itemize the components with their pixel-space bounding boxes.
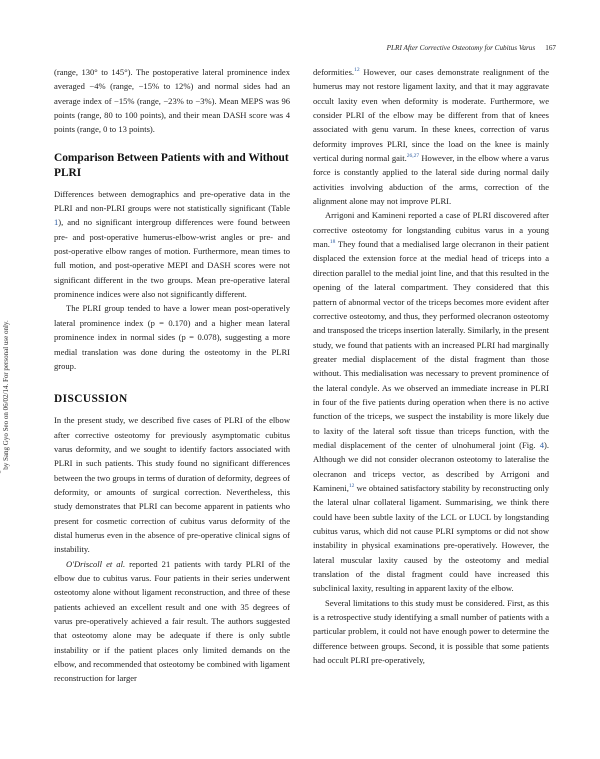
- page-number: 167: [545, 44, 556, 52]
- left-column: [54, 65, 290, 686]
- plri-group-paragraph: The PLRI group tended to have a lower mean post-operatively lateral prominence index (p = 0.170) and a higher mean lateral prominence index in normal sides (p = 0.078), suggesting a more medial translation was done during the osteotomy in the PLRI group.: [54, 303, 290, 371]
- text-run: reported 21 patients with tardy PLRI of the elbow due to cubitus varus. Four patients in their series underwent osteotomy alone without ligament reconstruction, and three of these patients achieved an excellent result and one with 35 degrees of varus pre-operatively achieved a fair result. The authors suggested that osteotomy alone may be adequate if there is only subtle instability or if the patient places only limited demands on the elbow, and recommended that osteotomy be combined with ligament reconstruction for larger: [54, 558, 290, 684]
- citation-26-27[interactable]: 26,27: [406, 153, 420, 160]
- download-notice-line2: by Sang Gyo Seo on 06/02/14. For personal use only.: [2, 320, 10, 470]
- limitations-paragraph: Several limitations to this study must be considered. First, as this is a retrospective study identifying a small number of patients with a particular problem, it could not have enough power to determine the difference between groups. Second, it is possible that some patients had occult PLRI pre-operatively,: [313, 597, 549, 666]
- table-1-link[interactable]: 1: [54, 217, 59, 228]
- discussion-paragraph-3: [313, 65, 549, 208]
- citation-18[interactable]: 18: [329, 239, 336, 246]
- results-paragraph: (range, 130° to 145°). The postoperative lateral prominence index averaged −4% (range, −15% to 12%) and normal sides had an average index of −15% (range, −23% to −3%). Mean MEPS was 96 points (range, 80 to 100 points), and their mean DASH score was 4 points (range, 0 to 13 points).: [54, 67, 290, 135]
- discussion-paragraph-1: In the present study, we described five cases of PLRI of the elbow after corrective osteotomy for previously asymptomatic cubitus varus deformity, and we sought to identify factors associated with PLRI in such patients. This study found no significant differences between the two groups in terms of duration of deformity, degrees of deformity, or amounts of surgical correction. Nevertheless, this study demonstrates that PLRI can become apparent in patients who present for cosmetic correction of cubitus varus deformity of the distal humerus even in the absence of pre-operative clinical signs of instability.: [54, 415, 290, 555]
- text-run: ), and no significant intergroup differences were found between pre- and post-operative humerus-elbow-wrist angles or pre- and post-operative elbow ranges of motion. Furthermore, mean times to full motion, and post-operative MEPI and DASH scores were not significant different in the two groups. Mean pre-operative lateral prominence indices were also not significantly different.: [54, 217, 290, 300]
- discussion-paragraph-2: [54, 557, 290, 686]
- comparison-heading: Comparison Between Patients with and Without PLRI: [54, 151, 289, 179]
- discussion-paragraph-4: [313, 208, 549, 595]
- text-run: deformities.: [313, 67, 355, 77]
- citation-12[interactable]: 12: [348, 483, 355, 490]
- text-run: However, in the elbow where a varus force is constantly applied to the lateral side during normal daily activities involving abduction of the arms, correction of the alignment alone may not improve PLRI.: [313, 153, 549, 207]
- running-header: [387, 44, 556, 52]
- text-run: we obtained satisfactory stability by reconstructing only the lateral ulnar collateral ligament. Summarising, we think there could have been subtle laxity of the LCL or LUCL by longstanding cubitus varus, which did not cause PLRI symptoms or did not show instability in physical examinations pre-operatively. However, the lateral muscular laxity caused by the osteotomy and medial translation of the distal fragment could have increased this subclinical laxity, resulting in apparent laxity of the elbow.: [313, 482, 549, 594]
- text-run: ). Although we did not consider olecranon osteotomy to lateralise the olecranon and triceps vector, as described by Arrigoni and Kamineni,: [313, 439, 549, 493]
- download-notice: [2, 320, 14, 470]
- running-title: PLRI After Corrective Osteotomy for Cubitus Varus: [386, 44, 536, 52]
- figure-4-link[interactable]: 4: [539, 439, 545, 450]
- comparison-paragraph: [54, 187, 290, 302]
- citation-12[interactable]: 12: [354, 67, 360, 74]
- discussion-heading: DISCUSSION: [54, 393, 128, 406]
- text-run: Differences between demographics and pre-operative data in the PLRI and non-PLRI groups were not statistically significant (Table: [54, 188, 290, 214]
- text-run: They found that a medialised large olecranon in their patient displaced the extension force at the medial head of triceps into a direction parallel to the medial joint line, and that this resulted in the opening of the lateral compartment. They considered that this pattern of abnormal vector of the triceps becomes more evident after corrective osteotomy, and thus, they performed olecranon osteotomy and transposed the triceps insertion laterally. Similarly, in the present study, we found that patients with an increased PLRI had marginally greater medial displacement of the distal fragment than those without. This medialisation was necessary to prevent prominence of the lateral condyle. As we observed an immediate increase in PLRI in four of the five patients during operation when there is no active function of the triceps, we suspect the instability is more likely due to laxity of the lateral soft tissue than triceps function, with the medial displacement of the center of ulnohumeral joint (Fig.: [313, 239, 550, 450]
- author-name: O'Driscoll et al.: [66, 558, 126, 569]
- right-column: [313, 65, 549, 667]
- text-run: However, our cases demonstrate realignment of the humerus may not restore ligament laxity, and that it may aggravate occult laxity even when deformity is moderate. Furthermore, we consider PLRI of the elbow may be different from that of knees associated with genu varum. In these knees, correction of varus deformity improves PLRI, since the load on the knee is mainly vertical during normal gait.: [313, 67, 549, 164]
- text-run: Arrigoni and Kamineni reported a case of PLRI discovered after corrective osteotomy for longstanding cubitus varus in a young man.: [313, 210, 549, 250]
